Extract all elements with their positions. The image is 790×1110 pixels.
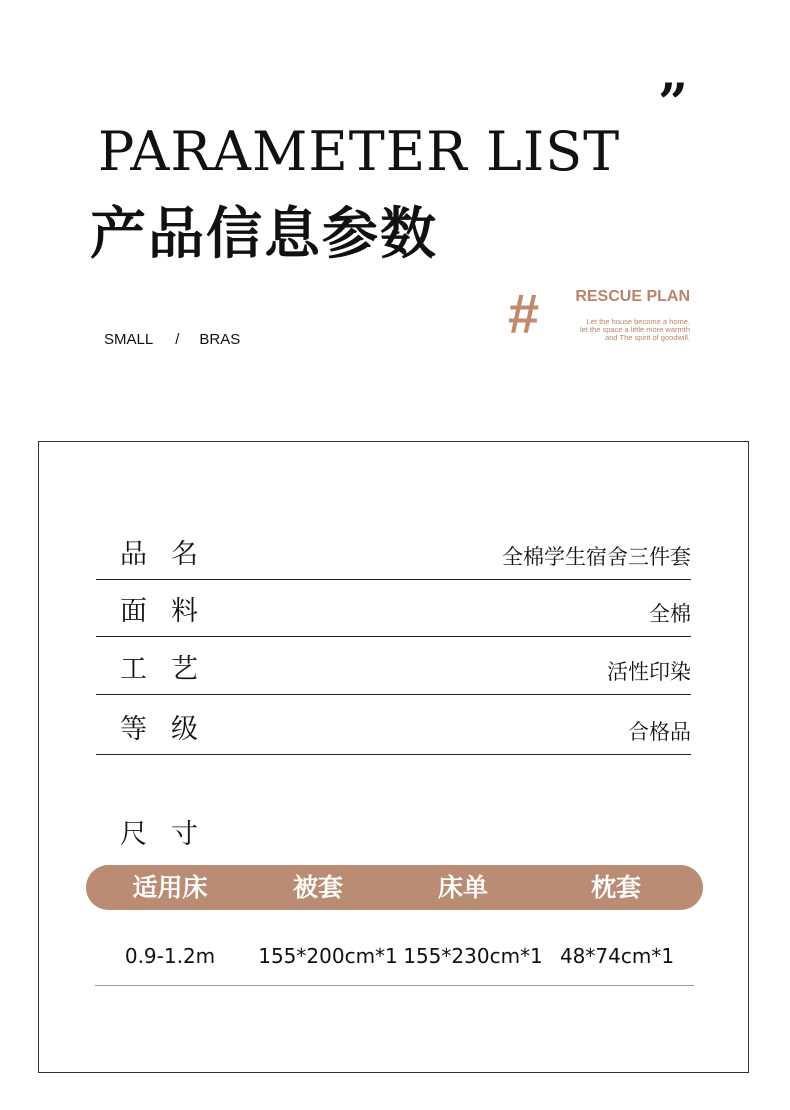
size-cell-bed: 0.9-1.2m (124, 944, 216, 968)
param-value: 全棉学生宿舍三件套 (502, 545, 691, 569)
title-chinese: 产品信息参数 (90, 202, 438, 267)
brand-title: RESCUE PLAN (575, 288, 690, 305)
breadcrumb-separator: / (175, 331, 180, 348)
brand-tagline-2: let the space a little more warmth (579, 325, 690, 334)
size-heading: 尺寸 (120, 819, 222, 850)
title-english: PARAMETER LIST (98, 120, 621, 183)
param-value: 合格品 (628, 720, 691, 744)
breadcrumb-bras: BRAS (199, 331, 241, 348)
param-label: 等级 (120, 714, 222, 745)
size-col-sheet: 床单 (437, 873, 488, 902)
size-cell-sheet: 155*230cm*1 (403, 944, 543, 968)
param-label: 品名 (120, 539, 222, 570)
hash-icon: # (508, 282, 540, 345)
param-row-fabric (96, 590, 691, 637)
param-label: 面料 (120, 596, 222, 627)
brand-logo (508, 282, 690, 345)
breadcrumb (104, 331, 240, 348)
size-table-header (86, 865, 703, 910)
brand-tagline-3: and The spirit of goodwill. (605, 333, 690, 342)
breadcrumb-small: SMALL (104, 331, 154, 348)
param-row-grade (96, 708, 691, 755)
param-row-name (96, 533, 691, 580)
param-value: 活性印染 (607, 660, 691, 684)
size-col-duvet: 被套 (292, 873, 343, 902)
size-divider (95, 985, 694, 986)
quote-mark-icon: ” (658, 73, 688, 134)
param-value: 全棉 (649, 602, 691, 626)
size-cell-pillowcase: 48*74cm*1 (559, 944, 675, 968)
size-col-bed: 适用床 (132, 873, 208, 902)
size-col-pillowcase: 枕套 (590, 873, 641, 902)
brand-tagline-1: Let the house become a home. (586, 317, 690, 326)
param-row-craft (96, 648, 691, 695)
size-cell-duvet: 155*200cm*1 (258, 944, 398, 968)
param-label: 工艺 (120, 654, 222, 685)
